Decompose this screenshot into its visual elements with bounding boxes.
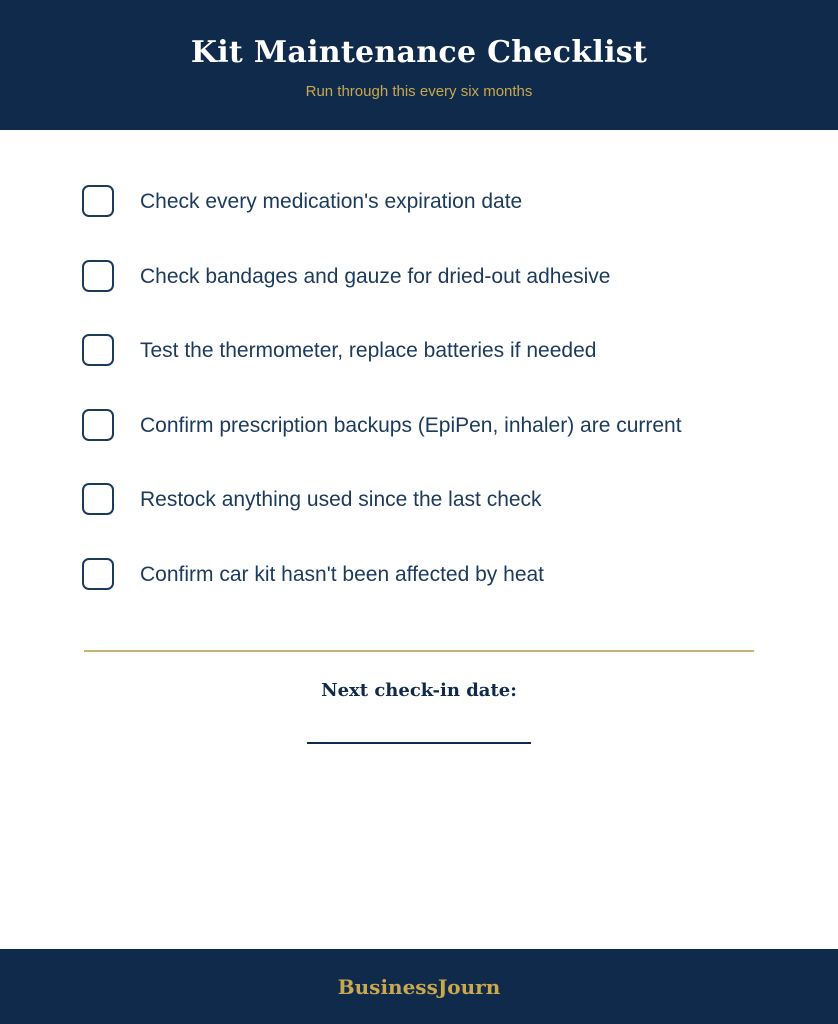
checklist-item-label: Confirm car kit hasn't been affected by heat [140,562,545,586]
brand-name: BusinessJourn [337,975,501,999]
checkbox[interactable] [82,558,114,590]
footer-banner [0,949,838,1024]
checklist-item [82,409,762,484]
checklist-item [82,260,762,335]
checkbox[interactable] [82,409,114,441]
checklist-item-label: Check every medication's expiration date [140,190,523,213]
checklist-item [82,185,762,260]
header-banner [0,0,838,130]
next-check-in-label: Next check-in date: [321,680,517,701]
checklist-item-label: Check bandages and gauze for dried-out adhesive [140,264,611,288]
checkbox[interactable] [82,185,114,217]
checkbox[interactable] [82,483,114,515]
checklist-item-label: Restock anything used since the last check [140,488,542,511]
checklist-item-label: Test the thermometer, replace batteries if needed [140,339,597,362]
section-divider [84,650,754,652]
next-check-in-date-field[interactable] [307,742,531,744]
checklist-item [82,334,762,409]
checklist-item [82,558,762,633]
checklist-item [82,483,762,558]
maintenance-checklist [82,185,762,632]
page-title: Kit Maintenance Checklist [190,35,648,70]
checklist-item-label: Confirm prescription backups (EpiPen, inhaler) are current [140,413,682,437]
checkbox[interactable] [82,334,114,366]
page-subtitle: Run through this every six months [305,83,533,100]
checkbox[interactable] [82,260,114,292]
